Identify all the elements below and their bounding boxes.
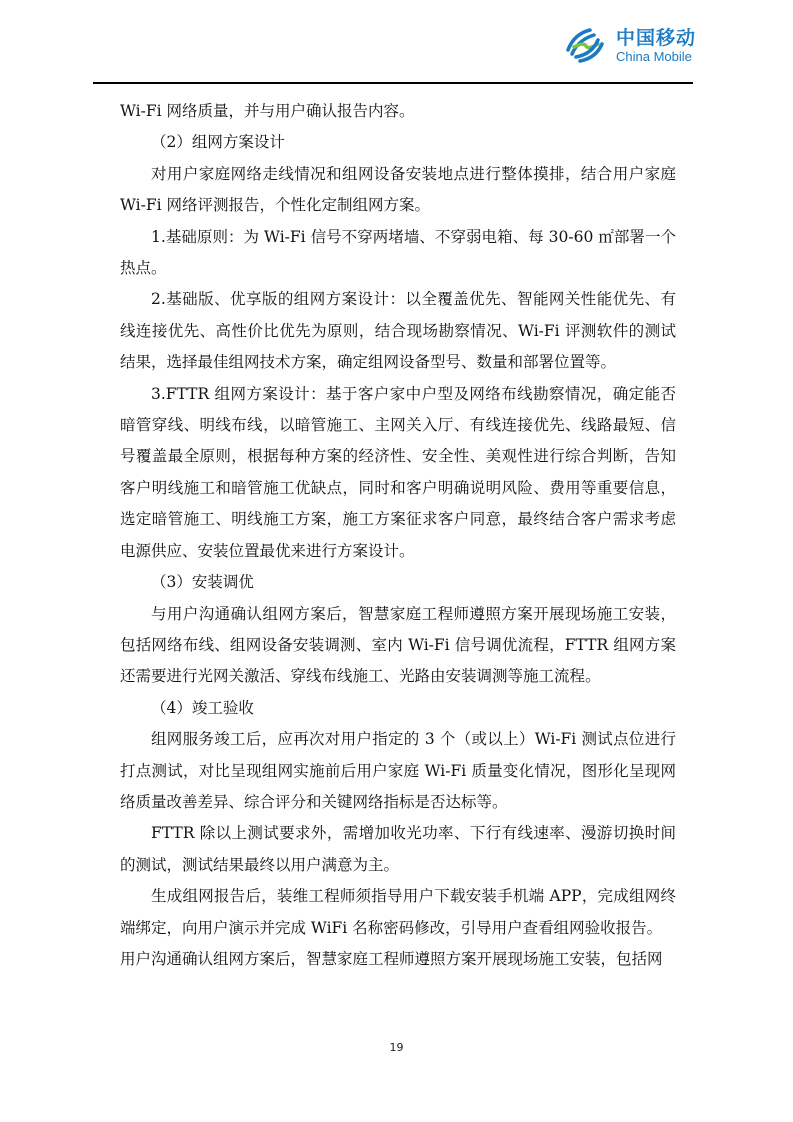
china-mobile-logo-icon bbox=[560, 20, 610, 70]
paragraph: 生成组网报告后，装维工程师须指导用户下载安装手机端 APP，完成组网终端绑定，向用户演示并完成 WiFi 名称密码修改，引导用户查看组网验收报告。 bbox=[120, 887, 676, 937]
logo-english-text: China Mobile bbox=[616, 48, 692, 64]
china-mobile-logo bbox=[560, 20, 710, 70]
section-heading-network-design: （2）组网方案设计 bbox=[151, 133, 285, 152]
paragraph-fttr-design: 3.FTTR 组网方案设计：基于客户家中户型及网络布线勘察情况，确定能否暗管穿线、明线布线，以暗管施工、主网关入厅、有线连接优先、线路最短、信号覆盖最全原则，根据每种方案的经济性、安全性、美观性进行综合判断，告知客户明线施工和暗管施工优缺点，同时和客户明确说明风险、费用等重要信息，选定暗管施工、明线施工方案，施工方案征求客户同意，最终结合客户需求考虑电源供应、安装位置最优来进行方案设计。 bbox=[120, 384, 676, 560]
paragraph-truncated: 用户沟通确认组网方案后，智慧家庭工程师遵照方案开展现场施工安装，包括网 bbox=[120, 949, 663, 968]
paragraph: 与用户沟通确认组网方案后，智慧家庭工程师遵照方案开展现场施工安装，包括网络布线、组网设备安装调测、室内 Wi-Fi 信号调优流程，FTTR 组网方案还需要进行光网关激活、穿线布线施工、光路由安装调测等施工流程。 bbox=[120, 604, 676, 686]
paragraph-continuation: Wi-Fi 网络质量，并与用户确认报告内容。 bbox=[120, 102, 415, 120]
paragraph: 组网服务竣工后，应再次对用户指定的 3 个（或以上）Wi-Fi 测试点位进行打点测试，对比呈现组网实施前后用户家庭 Wi-Fi 质量变化情况，图形化呈现网络质量改善差异、综合评分和关键网络指标是否达标等。 bbox=[120, 730, 676, 811]
header-divider bbox=[93, 82, 693, 84]
paragraph-basic-principle: 1.基础原则：为 Wi-Fi 信号不穿两堵墙、不穿弱电箱、每 30-60 ㎡部署一个热点。 bbox=[120, 227, 676, 278]
paragraph-basic-premium-design: 2.基础版、优享版的组网方案设计：以全覆盖优先、智能网关性能优先、有线连接优先、高性价比优先为原则，结合现场勘察情况、Wi-Fi 评测软件的测试结果，选择最佳组网技术方案，确定组网设备型号、数量和部署位置等。 bbox=[120, 290, 676, 372]
logo-chinese-text: 中国移动 bbox=[616, 26, 697, 49]
document-body bbox=[120, 96, 676, 975]
paragraph: 对用户家庭网络走线情况和组网设备安装地点进行整体摸排，结合用户家庭 Wi-Fi 网络评测报告，个性化定制组网方案。 bbox=[120, 164, 676, 215]
section-heading-acceptance: （4）竣工验收 bbox=[151, 698, 254, 717]
section-heading-installation: （3）安装调优 bbox=[151, 573, 254, 592]
page-number: 19 bbox=[389, 1041, 404, 1054]
paragraph: FTTR 除以上测试要求外，需增加收光功率、下行有线速率、漫游切换时间的测试，测试结果最终以用户满意为主。 bbox=[120, 824, 676, 874]
